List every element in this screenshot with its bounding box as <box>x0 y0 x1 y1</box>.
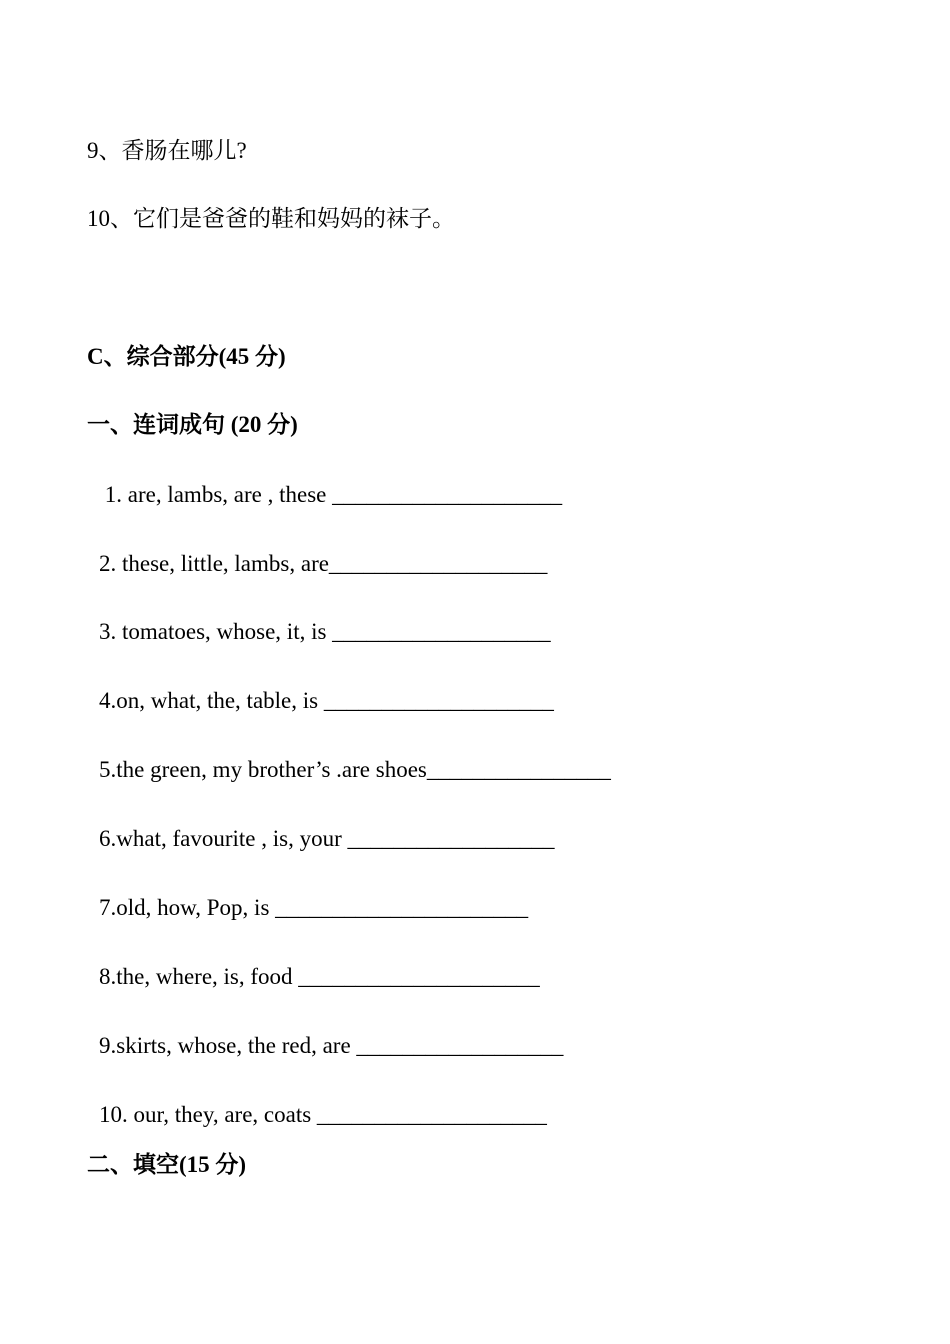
sentence-item-2: 2. these, little, lambs, are___________________ <box>99 551 548 576</box>
sentence-item-6: 6.what, favourite , is, your __________________ <box>99 826 555 851</box>
sentence-item-9: 9.skirts, whose, the red, are __________________ <box>99 1033 564 1058</box>
part-one-title: 一、连词成句 (20 分) <box>87 412 298 437</box>
sentence-item-10: 10. our, they, are, coats ____________________ <box>99 1102 547 1127</box>
sentence-item-1: 1. are, lambs, are , these ____________________ <box>99 482 563 507</box>
section-c-title: C、综合部分(45 分) <box>87 344 286 369</box>
question-9: 9、香肠在哪儿? <box>87 138 247 163</box>
question-10: 10、它们是爸爸的鞋和妈妈的袜子。 <box>87 206 455 231</box>
sentence-item-8: 8.the, where, is, food _____________________ <box>99 964 540 989</box>
sentence-item-4: 4.on, what, the, table, is ____________________ <box>99 688 554 713</box>
sentence-item-5: 5.the green, my brother’s .are shoes________________ <box>99 757 611 782</box>
sentence-item-3: 3. tomatoes, whose, it, is ___________________ <box>99 619 551 644</box>
sentence-item-7: 7.old, how, Pop, is ______________________ <box>99 895 529 920</box>
part-two-title: 二、填空(15 分) <box>87 1152 247 1177</box>
